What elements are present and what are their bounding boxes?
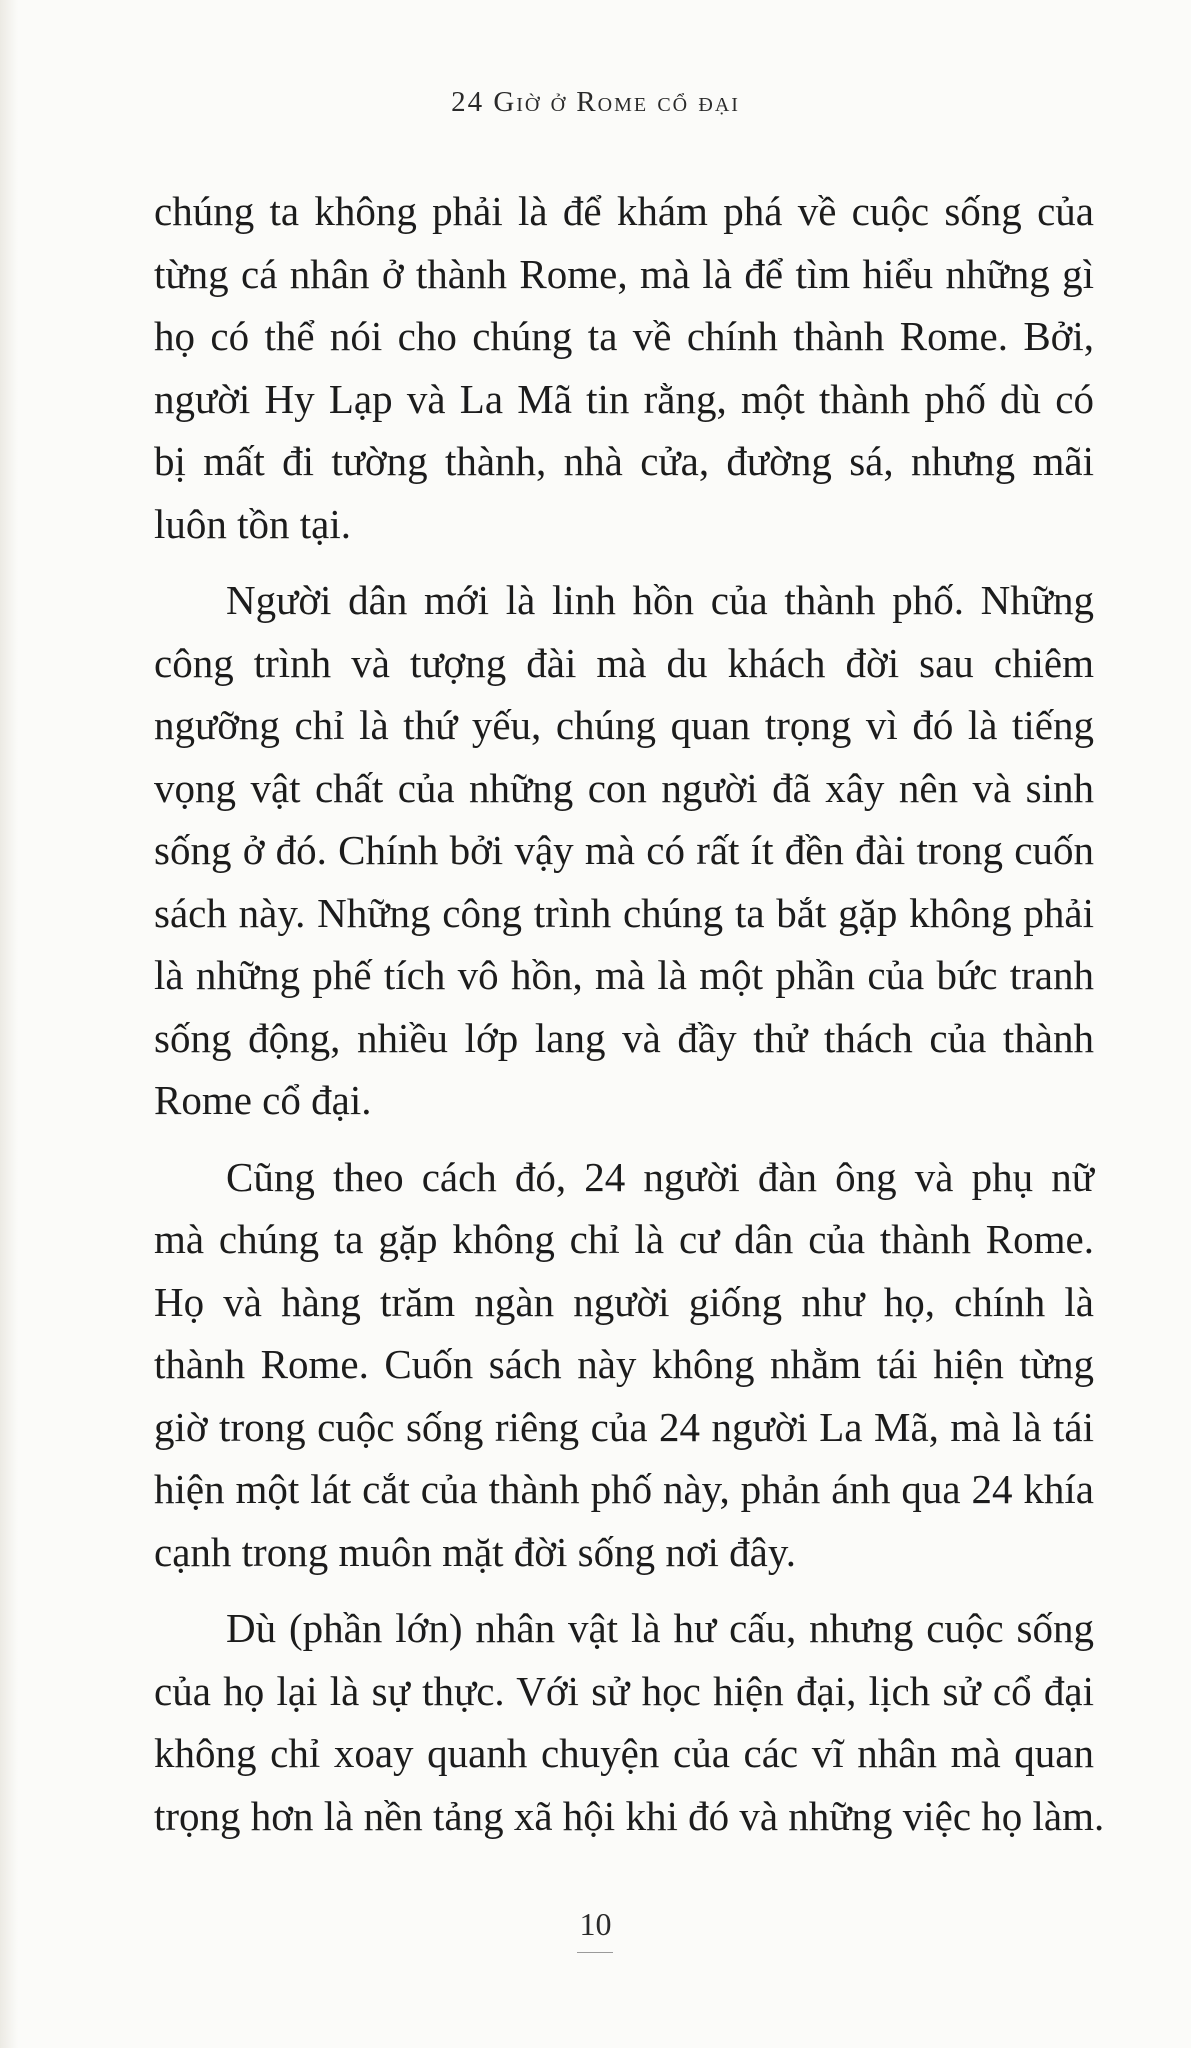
page-number: 10 (579, 1906, 612, 1942)
text-line: từng cá nhân ở thành Rome, mà là để tìm hiểu những gì (154, 250, 1094, 297)
text-line: Người dân mới là linh hồn của thành phố. Những (226, 577, 1094, 623)
text-line: Rome cổ đại. (154, 1077, 372, 1123)
paragraph (154, 1146, 1094, 1584)
text-line: sống động, nhiều lớp lang và đầy thử thách của thành (154, 1014, 1094, 1061)
text-line: cạnh trong muôn mặt đời sống nơi đây. (154, 1528, 796, 1575)
body-text (154, 180, 1105, 1847)
text-line: luôn tồn tại. (154, 500, 352, 547)
text-line: chúng ta không phải là để khám phá về cuộc sống của (154, 188, 1094, 234)
paragraph (154, 1597, 1105, 1847)
text-line: mà chúng ta gặp không chỉ là cư dân của thành Rome. (154, 1216, 1094, 1262)
text-line: sách này. Những công trình chúng ta bắt gặp không phải (154, 889, 1094, 936)
text-line: Họ và hàng trăm ngàn người giống như họ, chính là (154, 1278, 1094, 1325)
page-number-rule (577, 1952, 613, 1953)
running-header: 24 Giờ ở Rome cổ đại (451, 86, 740, 118)
text-line: sống ở đó. Chính bởi vậy mà có rất ít đền đài trong cuốn (154, 827, 1094, 873)
text-line: giờ trong cuộc sống riêng của 24 người La Mã, mà là tái (154, 1403, 1094, 1450)
paragraph-gap (154, 1583, 1094, 1597)
text-line: thành Rome. Cuốn sách này không nhằm tái hiện từng (154, 1341, 1094, 1387)
text-line: trọng hơn là nền tảng xã hội khi đó và những việc họ làm. (154, 1792, 1105, 1839)
paragraph (154, 180, 1094, 555)
paragraph-gap (154, 555, 1094, 569)
paragraph-gap (154, 1132, 1094, 1146)
text-line: công trình và tượng đài mà du khách đời sau chiêm (154, 639, 1094, 686)
text-line: Cũng theo cách đó, 24 người đàn ông và phụ nữ (226, 1153, 1094, 1200)
text-line: là những phế tích vô hồn, mà là một phần của bức tranh (154, 952, 1094, 998)
page-edge-shadow (0, 0, 18, 2048)
text-line: hiện một lát cắt của thành phố này, phản ánh qua 24 khía (154, 1466, 1094, 1512)
text-line: ngưỡng chỉ là thứ yếu, chúng quan trọng vì đó là tiếng (154, 702, 1094, 748)
text-line: Dù (phần lớn) nhân vật là hư cấu, nhưng cuộc sống (226, 1605, 1094, 1651)
text-line: không chỉ xoay quanh chuyện của các vĩ nhân mà quan (154, 1730, 1094, 1776)
text-line: bị mất đi tường thành, nhà cửa, đường sá, nhưng mãi (154, 438, 1094, 484)
paragraph (154, 569, 1094, 1132)
text-line: người Hy Lạp và La Mã tin rằng, một thành phố dù có (154, 375, 1094, 422)
text-line: của họ lại là sự thực. Với sử học hiện đại, lịch sử cổ đại (154, 1667, 1094, 1714)
text-line: họ có thể nói cho chúng ta về chính thành Rome. Bởi, (154, 313, 1094, 359)
text-line: vọng vật chất của những con người đã xây nên và sinh (154, 764, 1094, 811)
